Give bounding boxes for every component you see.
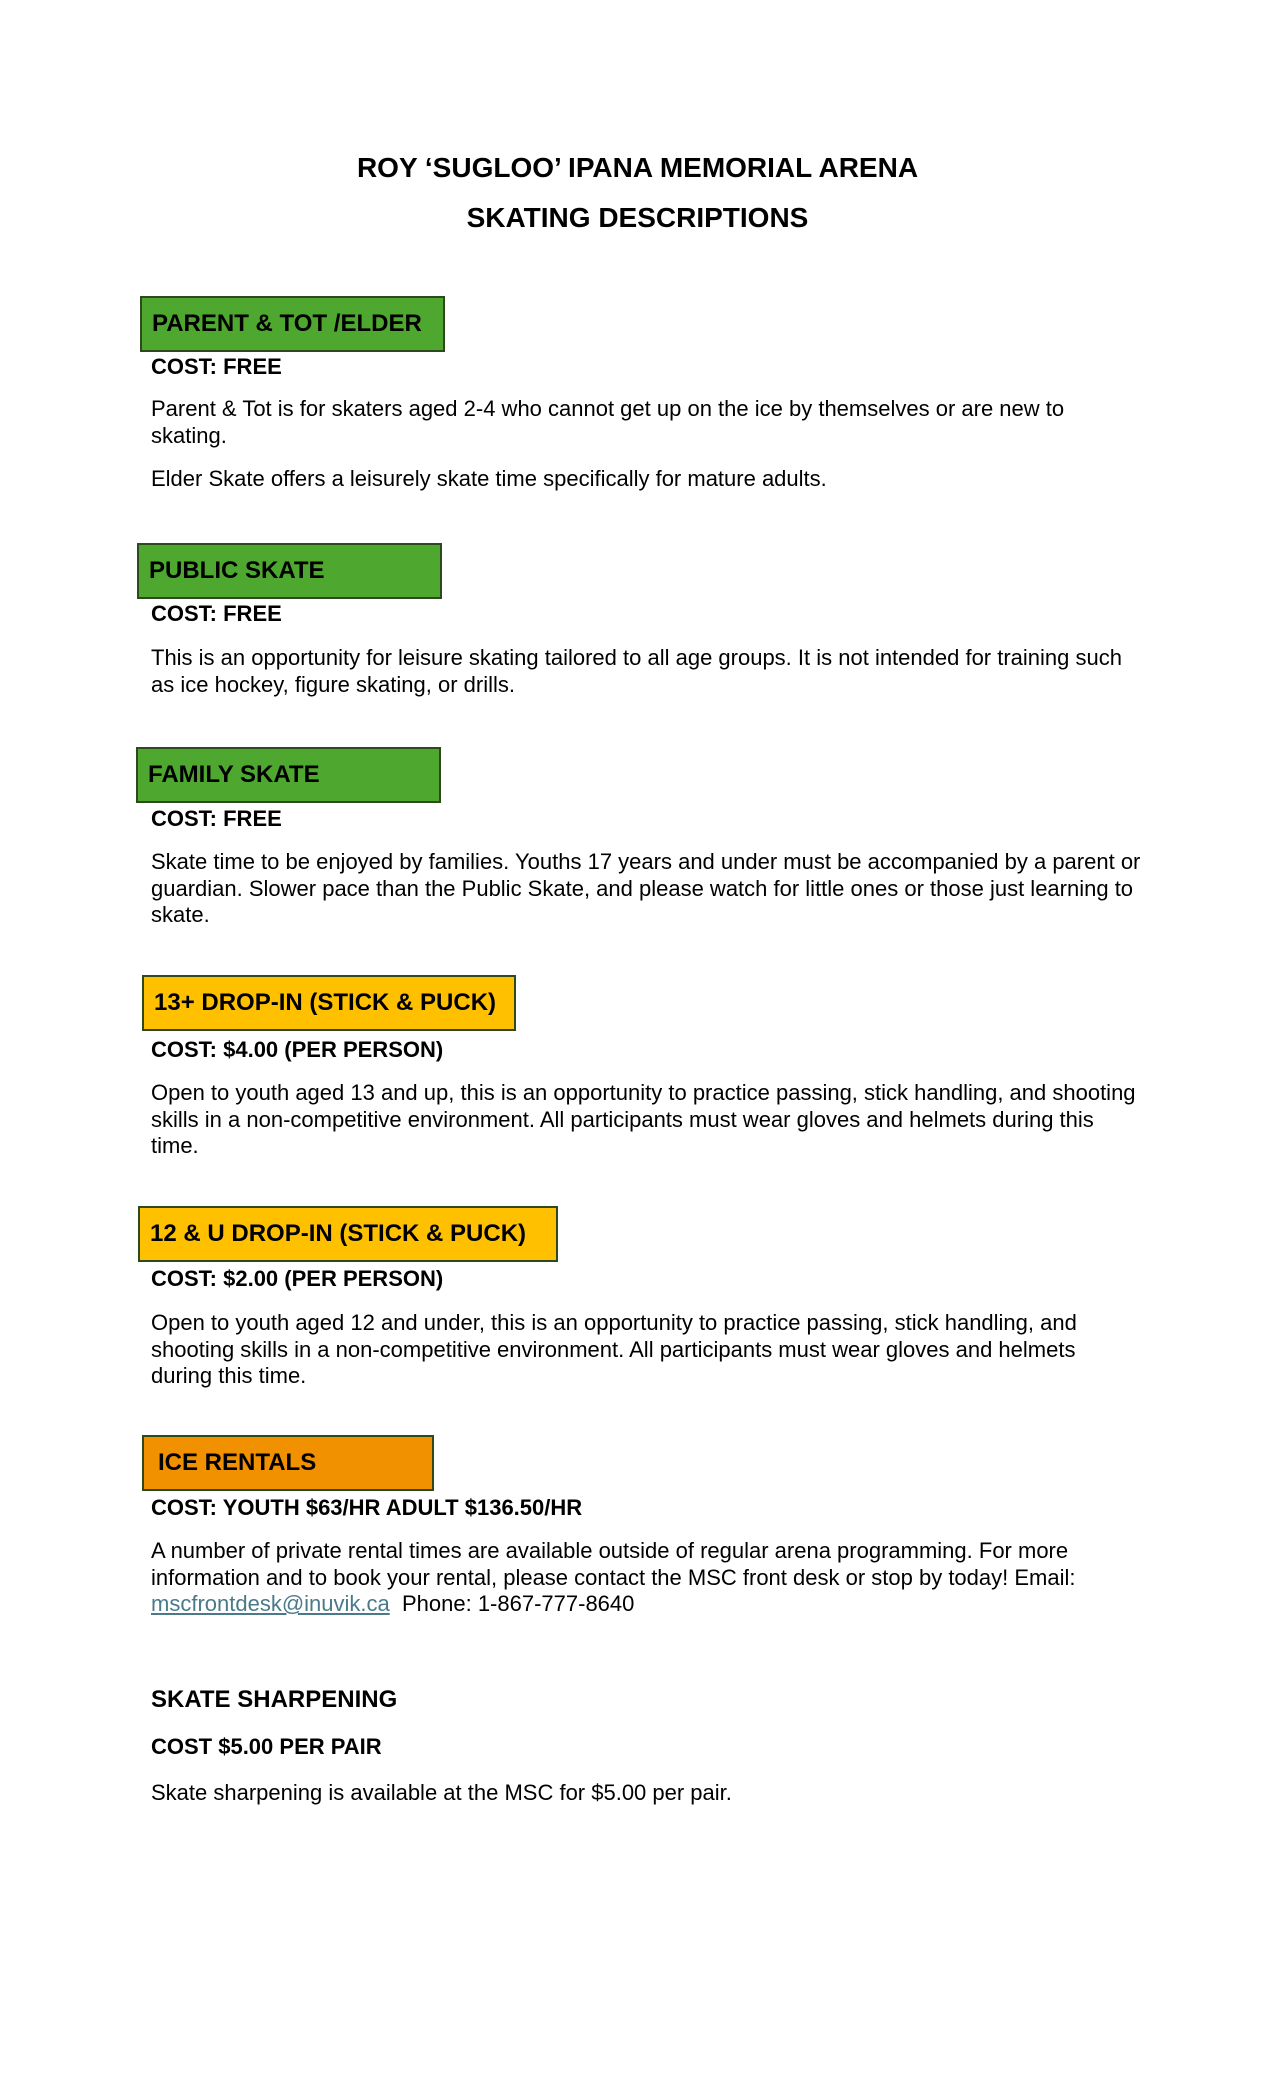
cost-12-and-under-drop-in: COST: $2.00 (PER PERSON) — [151, 1266, 444, 1291]
cost-public-skate: COST: FREE — [151, 601, 282, 626]
description-parent-tot: Parent & Tot is for skaters aged 2-4 who cannot get up on the ice by themselves or are new to skating. — [151, 396, 1065, 448]
description-family-skate: Skate time to be enjoyed by families. Youths 17 years and under must be accompanied by a parent or guardian. Slower pace than the Public Skate, and please watch for little ones or those just learning to skate. — [151, 849, 1141, 927]
section-heading-13-plus-drop-in: 13+ DROP-IN (STICK & PUCK) — [142, 975, 516, 1031]
phone-number: Phone: 1-867-777-8640 — [401, 1591, 635, 1616]
section-heading-public-skate: PUBLIC SKATE — [137, 543, 442, 599]
description-public-skate: This is an opportunity for leisure skating tailored to all age groups. It is not intended for training such as ice hockey, figure skating, or drills. — [151, 645, 1122, 697]
cost-ice-rentals: COST: YOUTH $63/HR ADULT $136.50/HR — [151, 1495, 583, 1520]
cost-13-plus-drop-in: COST: $4.00 (PER PERSON) — [151, 1037, 444, 1062]
section-heading-parent-tot-elder: PARENT & TOT /ELDER — [140, 296, 445, 352]
ice-rentals-text: A number of private rental times are available outside of regular arena programming. For more information and to book your rental, please contact the MSC front desk or stop by today! Email: — [151, 1538, 1076, 1590]
description-elder-skate: Elder Skate offers a leisurely skate time specifically for mature adults. — [151, 466, 827, 491]
page-title: ROY ‘SUGLOO’ IPANA MEMORIAL ARENA — [356, 152, 919, 183]
description-skate-sharpening: Skate sharpening is available at the MSC for $5.00 per pair. — [151, 1780, 732, 1805]
cost-family-skate: COST: FREE — [151, 806, 282, 831]
description-13-plus-drop-in: Open to youth aged 13 and up, this is an opportunity to practice passing, stick handling, and shooting skills in a non-competitive environment. All participants must wear gloves and helmets during this time. — [151, 1080, 1136, 1158]
section-heading-ice-rentals: ICE RENTALS — [142, 1435, 434, 1491]
cost-parent-tot-elder: COST: FREE — [151, 354, 282, 379]
description-ice-rentals — [151, 1538, 1141, 1618]
section-heading-family-skate: FAMILY SKATE — [136, 747, 441, 803]
cost-skate-sharpening: COST $5.00 PER PAIR — [151, 1734, 382, 1759]
page-subtitle: SKATING DESCRIPTIONS — [466, 202, 809, 233]
email-link[interactable]: mscfrontdesk@inuvik.ca — [151, 1591, 390, 1616]
section-heading-skate-sharpening: SKATE SHARPENING — [151, 1686, 398, 1713]
section-heading-12-and-under-drop-in: 12 & U DROP-IN (STICK & PUCK) — [138, 1206, 558, 1262]
description-12-and-under-drop-in: Open to youth aged 12 and under, this is an opportunity to practice passing, stick handling, and shooting skills in a non-competitive environment. All participants must wear gloves and helmets during this time. — [151, 1310, 1077, 1388]
